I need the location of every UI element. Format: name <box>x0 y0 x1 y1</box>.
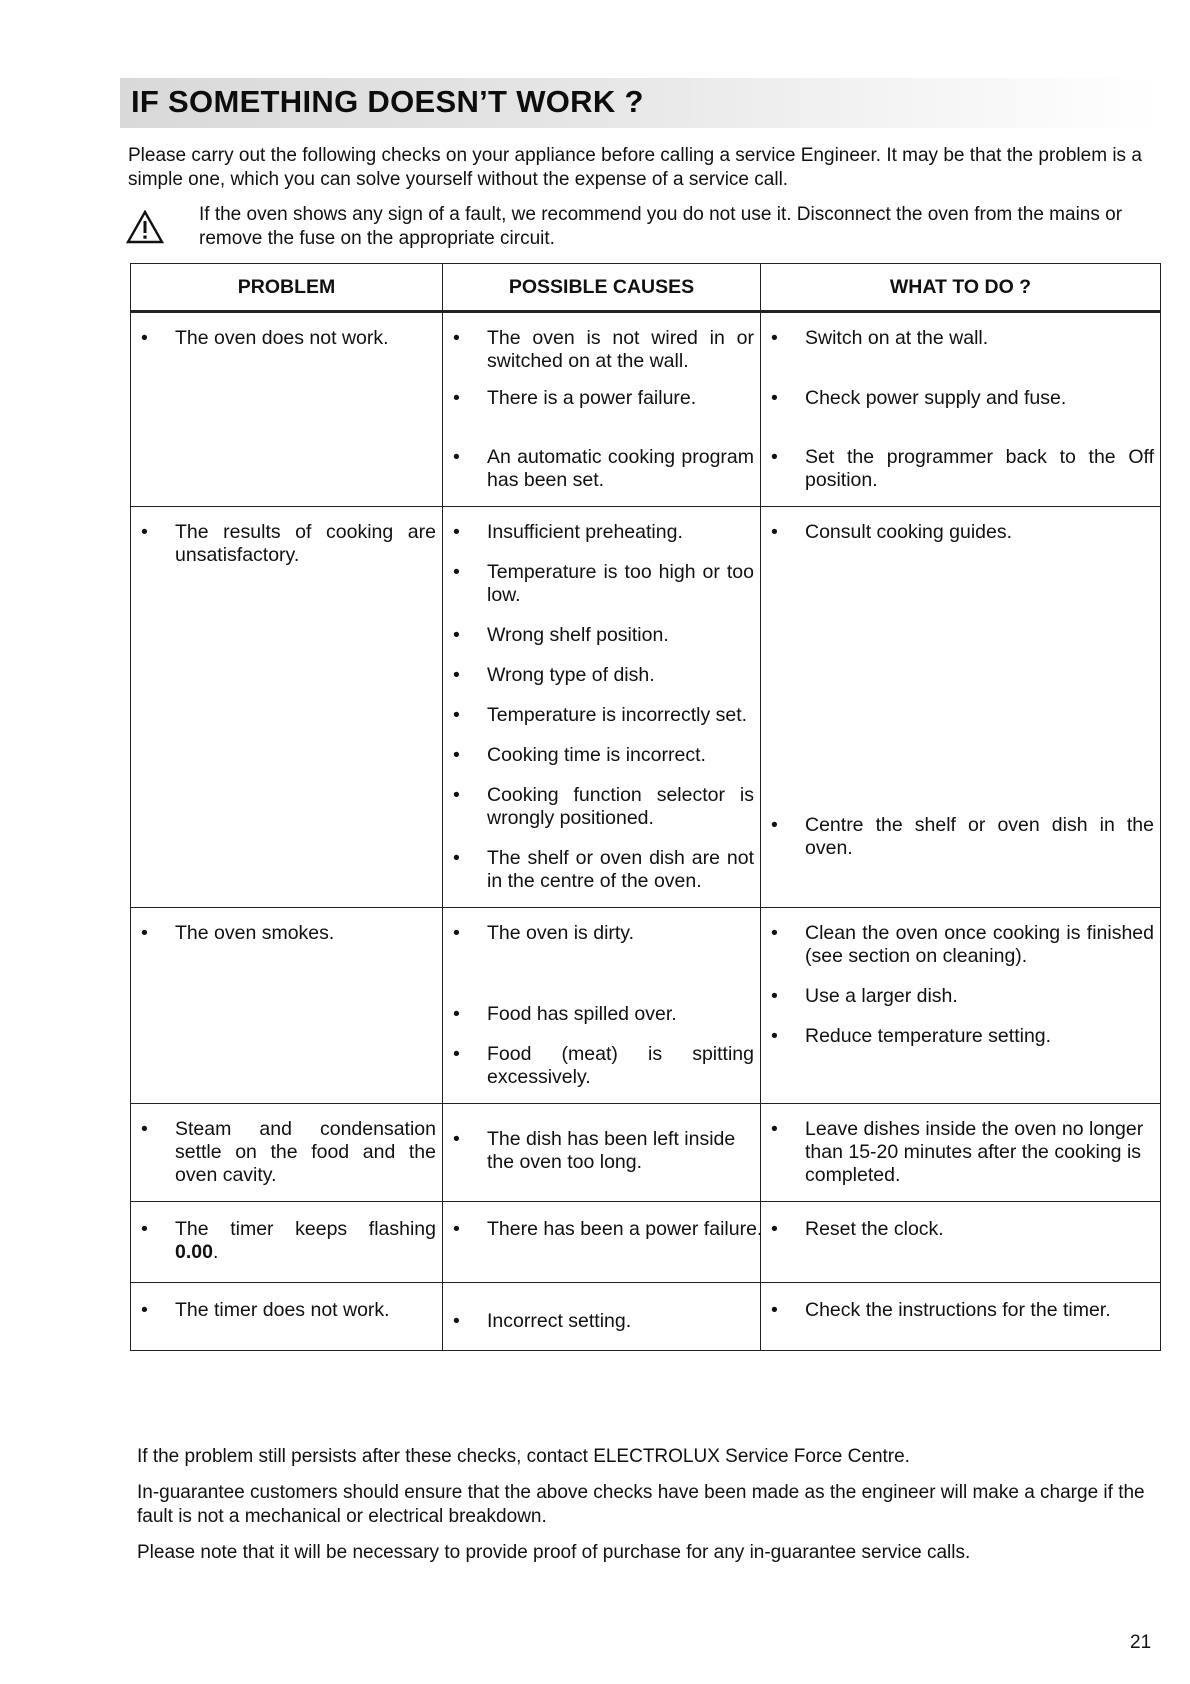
table-header-row <box>131 264 1161 312</box>
cause-item: • Food (meat) is spitting excessively. <box>451 1043 754 1089</box>
problem-cell <box>131 1202 443 1283</box>
table-row <box>131 312 1161 507</box>
page-number: 21 <box>1130 1632 1152 1653</box>
footer-note-proof: Please note that it will be necessary to provide proof of purchase for any in-guarantee service calls. <box>137 1542 971 1563</box>
action-item: • Switch on at the wall. <box>769 327 1154 350</box>
problem-cell <box>131 908 443 1104</box>
causes-cell <box>443 1283 761 1351</box>
header-what-to-do: WHAT TO DO ? <box>761 264 1161 312</box>
action-item: • Centre the shelf or oven dish in the oven. <box>769 814 1154 860</box>
causes-cell <box>443 507 761 908</box>
action-item: • Set the programmer back to the Off position. <box>769 446 1154 492</box>
header-possible-causes: POSSIBLE CAUSES <box>443 264 761 312</box>
footer-note-contact: If the problem still persists after these checks, contact ELECTROLUX Service Force Centre. <box>137 1446 910 1467</box>
action-item: • Check the instructions for the timer. <box>769 1299 1154 1322</box>
problem-text: The timer keeps flashing <box>175 1218 436 1240</box>
action-item: • Consult cooking guides. <box>769 521 1154 544</box>
actions-cell <box>761 507 1161 908</box>
action-item: • Use a larger dish. <box>769 985 1154 1008</box>
warning-triangle-icon <box>126 210 164 244</box>
problem-item: • The results of cooking are unsatisfactory. <box>139 521 436 567</box>
causes-cell <box>443 312 761 507</box>
cause-item: • Incorrect setting. <box>451 1310 754 1333</box>
table-row <box>131 1202 1161 1283</box>
flashing-value: 0.00 <box>175 1241 213 1263</box>
cause-item: • The oven is dirty. <box>451 922 754 945</box>
cause-item: • There is a power failure. <box>451 387 754 410</box>
table-row <box>131 1104 1161 1202</box>
causes-cell <box>443 1104 761 1202</box>
cause-item: • There has been a power failure. <box>451 1218 754 1241</box>
problem-item <box>139 1218 436 1264</box>
problem-item: • The oven smokes. <box>139 922 436 945</box>
actions-cell <box>761 312 1161 507</box>
cause-item: • Wrong shelf position. <box>451 624 754 647</box>
page-title: IF SOMETHING DOESN’T WORK ? <box>131 84 644 119</box>
action-item: • Check power supply and fuse. <box>769 387 1154 410</box>
problem-item: • Steam and condensation settle on the food and the oven cavity. <box>139 1118 436 1187</box>
action-item: • Reset the clock. <box>769 1218 1154 1241</box>
cause-item: • Temperature is too high or too low. <box>451 561 754 607</box>
problem-item: • The oven does not work. <box>139 327 436 350</box>
problem-text-end: . <box>212 1241 219 1263</box>
action-item: • Clean the oven once cooking is finished (see section on cleaning). <box>769 922 1154 968</box>
cause-item: • Wrong type of dish. <box>451 664 754 687</box>
action-item: • Leave dishes inside the oven no longer than 15-20 minutes after the cooking is completed. <box>769 1118 1154 1187</box>
cause-item: • Food has spilled over. <box>451 1003 754 1026</box>
problem-cell <box>131 507 443 908</box>
problem-cell <box>131 1283 443 1351</box>
cause-item: • An automatic cooking program has been set. <box>451 446 754 492</box>
causes-cell <box>443 1202 761 1283</box>
cause-item: • The oven is not wired in or switched on at the wall. <box>451 327 754 373</box>
actions-cell <box>761 1104 1161 1202</box>
cause-item: • Cooking function selector is wrongly positioned. <box>451 784 754 830</box>
problem-cell <box>131 1104 443 1202</box>
troubleshooting-table <box>130 263 1161 1351</box>
cause-item: • The shelf or oven dish are not in the centre of the oven. <box>451 847 754 893</box>
causes-cell <box>443 908 761 1104</box>
intro-paragraph: Please carry out the following checks on your appliance before calling a service Engineer. It may be that the problem is a simple one, which you can solve yourself without the expense of a service call. <box>128 145 1142 190</box>
table-row <box>131 1283 1161 1351</box>
problem-cell <box>131 312 443 507</box>
action-item: • Reduce temperature setting. <box>769 1025 1154 1048</box>
problem-item: • The timer does not work. <box>139 1299 436 1322</box>
actions-cell <box>761 1202 1161 1283</box>
header-problem: PROBLEM <box>131 264 443 312</box>
footer-note-guarantee: In-guarantee customers should ensure that the above checks have been made as the engineer will make a charge if the fault is not a mechanical or electrical breakdown. <box>137 1482 1145 1527</box>
cause-item: • Insufficient preheating. <box>451 521 754 544</box>
cause-item: • The dish has been left inside the oven too long. <box>451 1128 754 1174</box>
warning-text: If the oven shows any sign of a fault, we recommend you do not use it. Disconnect the oven from the mains or remove the fuse on the appropriate circuit. <box>199 204 1123 249</box>
actions-cell <box>761 908 1161 1104</box>
actions-cell <box>761 1283 1161 1351</box>
cause-item: • Temperature is incorrectly set. <box>451 704 754 727</box>
cause-item: • Cooking time is incorrect. <box>451 744 754 767</box>
table-row <box>131 507 1161 908</box>
table-row <box>131 908 1161 1104</box>
